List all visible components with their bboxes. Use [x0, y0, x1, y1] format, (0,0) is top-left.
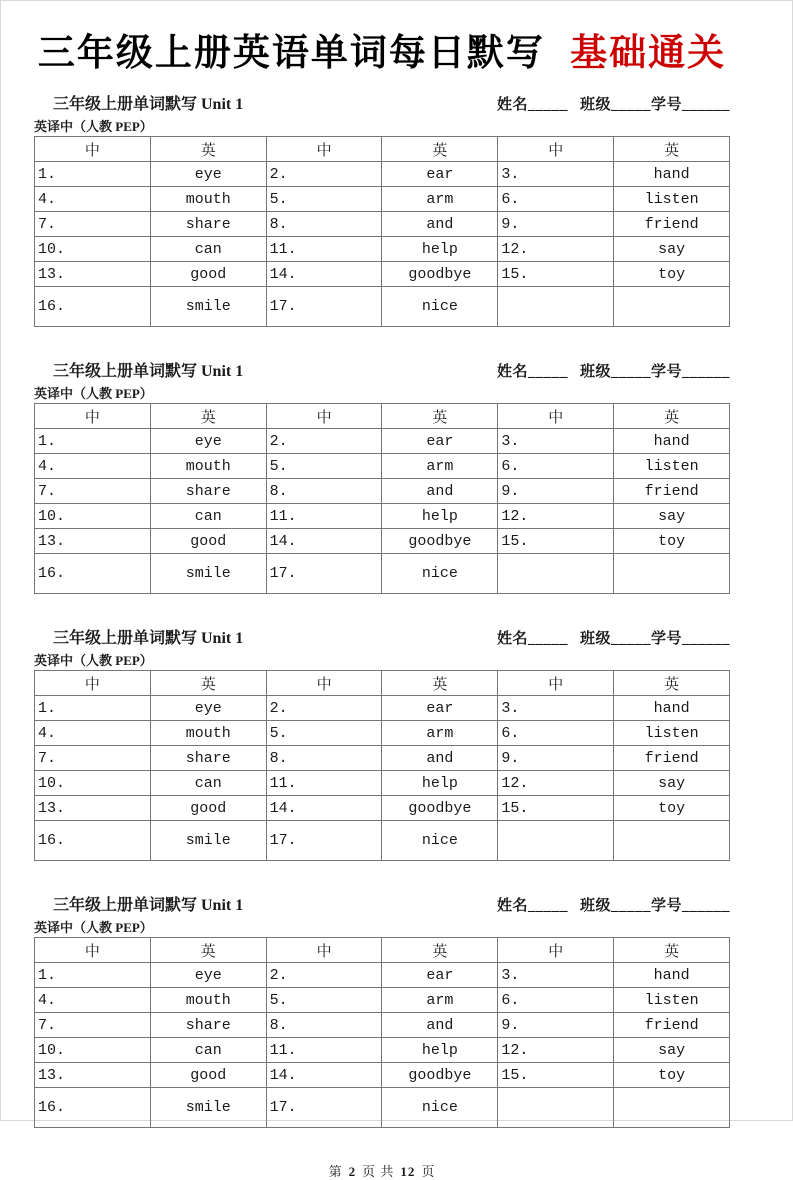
english-word-cell: ear: [382, 696, 498, 721]
number-cell: 11.: [266, 504, 382, 529]
english-word-cell: listen: [614, 187, 730, 212]
english-word-cell: friend: [614, 479, 730, 504]
name-label: 姓名: [496, 97, 528, 113]
section-heading: 三年级上册单词默写 Unit 1: [53, 363, 244, 380]
number-cell: 8.: [266, 746, 382, 771]
column-header: 英: [382, 404, 498, 429]
column-header: 中: [498, 137, 614, 162]
section-heading: 三年级上册单词默写 Unit 1: [53, 630, 244, 647]
english-word-cell: friend: [614, 746, 730, 771]
english-word-cell: mouth: [150, 454, 266, 479]
number-cell: 10.: [35, 1038, 151, 1063]
english-word-cell: eye: [150, 963, 266, 988]
number-cell: 13.: [35, 529, 151, 554]
student-id-label: 学号: [650, 97, 682, 113]
english-word-cell: friend: [614, 212, 730, 237]
english-word-cell: smile: [150, 554, 266, 594]
student-fields: [497, 94, 730, 117]
english-word-cell: help: [382, 1038, 498, 1063]
column-header: 中: [498, 938, 614, 963]
column-header: 英: [150, 404, 266, 429]
footer-middle: 页 共: [362, 1164, 395, 1179]
number-cell: 11.: [266, 1038, 382, 1063]
footer-total-pages: 12: [400, 1164, 416, 1179]
number-cell: 12.: [498, 1038, 614, 1063]
section-subtitle: 英译中（人教 PEP）: [34, 386, 153, 401]
student-fields: [497, 895, 730, 918]
number-cell: 7.: [35, 212, 151, 237]
table-header-row: [35, 137, 730, 162]
english-word-cell: can: [150, 237, 266, 262]
column-header: 英: [614, 137, 730, 162]
footer-prefix: 第: [328, 1164, 343, 1179]
number-cell: 8.: [266, 212, 382, 237]
column-header: 英: [382, 137, 498, 162]
english-word-cell: ear: [382, 162, 498, 187]
english-word-cell: say: [614, 771, 730, 796]
number-cell: 9.: [498, 212, 614, 237]
name-label: 姓名: [496, 364, 528, 380]
footer-current-page: 2: [348, 1164, 357, 1179]
section-heading: 三年级上册单词默写 Unit 1: [53, 96, 244, 113]
english-word-cell: share: [150, 212, 266, 237]
english-word-cell: toy: [614, 796, 730, 821]
number-cell: 2.: [266, 963, 382, 988]
number-cell: [498, 287, 614, 327]
english-word-cell: eye: [150, 696, 266, 721]
number-cell: 11.: [266, 237, 382, 262]
class-label: 班级: [579, 97, 611, 113]
number-cell: 3.: [498, 429, 614, 454]
section-header: [34, 627, 730, 651]
number-cell: 4.: [35, 988, 151, 1013]
number-cell: 8.: [266, 479, 382, 504]
name-blank-line: _____: [527, 631, 568, 647]
student-fields: [497, 361, 730, 384]
english-word-cell: and: [382, 212, 498, 237]
table-row: [35, 746, 730, 771]
english-word-cell: [614, 1088, 730, 1128]
number-cell: 16.: [35, 554, 151, 594]
class-label: 班级: [579, 631, 611, 647]
english-word-cell: and: [382, 746, 498, 771]
page-footer: [34, 1161, 730, 1180]
number-cell: 16.: [35, 821, 151, 861]
english-word-cell: ear: [382, 963, 498, 988]
number-cell: 17.: [266, 1088, 382, 1128]
english-word-cell: smile: [150, 821, 266, 861]
number-cell: 5.: [266, 454, 382, 479]
dictation-section: [34, 360, 730, 594]
class-label: 班级: [579, 898, 611, 914]
column-header: 中: [35, 137, 151, 162]
english-word-cell: listen: [614, 721, 730, 746]
number-cell: 16.: [35, 287, 151, 327]
name-blank-line: _____: [527, 97, 568, 113]
student-id-blank-line: ______: [682, 898, 730, 914]
sections-container: [34, 93, 730, 1128]
number-cell: 6.: [498, 988, 614, 1013]
table-row: [35, 287, 730, 327]
number-cell: 4.: [35, 454, 151, 479]
english-word-cell: listen: [614, 988, 730, 1013]
english-word-cell: nice: [382, 1088, 498, 1128]
english-word-cell: mouth: [150, 187, 266, 212]
english-word-cell: arm: [382, 187, 498, 212]
dictation-section: [34, 93, 730, 327]
english-word-cell: good: [150, 1063, 266, 1088]
student-id-label: 学号: [650, 364, 682, 380]
number-cell: 15.: [498, 1063, 614, 1088]
column-header: 英: [150, 137, 266, 162]
english-word-cell: and: [382, 1013, 498, 1038]
student-fields: [497, 628, 730, 651]
word-table: [34, 937, 730, 1128]
number-cell: 2.: [266, 162, 382, 187]
number-cell: 7.: [35, 1013, 151, 1038]
class-blank-line: _____: [610, 97, 651, 113]
column-header: 中: [266, 137, 382, 162]
english-word-cell: and: [382, 479, 498, 504]
number-cell: 1.: [35, 429, 151, 454]
number-cell: 12.: [498, 237, 614, 262]
english-word-cell: eye: [150, 429, 266, 454]
english-word-cell: arm: [382, 454, 498, 479]
english-word-cell: goodbye: [382, 262, 498, 287]
number-cell: 14.: [266, 262, 382, 287]
section-header: [34, 894, 730, 918]
number-cell: 2.: [266, 696, 382, 721]
english-word-cell: nice: [382, 554, 498, 594]
english-word-cell: ear: [382, 429, 498, 454]
table-row: [35, 771, 730, 796]
section-heading: 三年级上册单词默写 Unit 1: [53, 897, 244, 914]
table-row: [35, 162, 730, 187]
number-cell: 15.: [498, 529, 614, 554]
page-title-badge: 基础通关: [570, 33, 727, 74]
table-row: [35, 504, 730, 529]
table-row: [35, 1088, 730, 1128]
english-word-cell: can: [150, 1038, 266, 1063]
number-cell: 14.: [266, 529, 382, 554]
english-word-cell: goodbye: [382, 529, 498, 554]
table-row: [35, 529, 730, 554]
number-cell: 13.: [35, 796, 151, 821]
word-table: [34, 670, 730, 861]
english-word-cell: share: [150, 1013, 266, 1038]
number-cell: 10.: [35, 237, 151, 262]
section-subtitle: 英译中（人教 PEP）: [34, 920, 153, 935]
student-id-blank-line: ______: [682, 97, 730, 113]
table-row: [35, 454, 730, 479]
english-word-cell: toy: [614, 1063, 730, 1088]
english-word-cell: [614, 554, 730, 594]
number-cell: 9.: [498, 479, 614, 504]
class-label: 班级: [579, 364, 611, 380]
column-header: 中: [35, 404, 151, 429]
number-cell: 7.: [35, 479, 151, 504]
name-blank-line: _____: [527, 898, 568, 914]
number-cell: 15.: [498, 796, 614, 821]
english-word-cell: good: [150, 529, 266, 554]
number-cell: [498, 821, 614, 861]
column-header: 中: [266, 404, 382, 429]
number-cell: 6.: [498, 721, 614, 746]
english-word-cell: friend: [614, 1013, 730, 1038]
english-word-cell: arm: [382, 988, 498, 1013]
english-word-cell: say: [614, 1038, 730, 1063]
column-header: 中: [266, 938, 382, 963]
english-word-cell: hand: [614, 429, 730, 454]
class-blank-line: _____: [610, 364, 651, 380]
name-label: 姓名: [496, 898, 528, 914]
table-row: [35, 1038, 730, 1063]
column-header: 英: [382, 671, 498, 696]
number-cell: 5.: [266, 187, 382, 212]
class-blank-line: _____: [610, 898, 651, 914]
class-blank-line: _____: [610, 631, 651, 647]
column-header: 英: [614, 671, 730, 696]
number-cell: 9.: [498, 1013, 614, 1038]
table-row: [35, 237, 730, 262]
table-header-row: [35, 671, 730, 696]
english-word-cell: say: [614, 504, 730, 529]
table-row: [35, 1063, 730, 1088]
number-cell: 5.: [266, 988, 382, 1013]
english-word-cell: goodbye: [382, 1063, 498, 1088]
number-cell: 17.: [266, 821, 382, 861]
number-cell: 14.: [266, 796, 382, 821]
table-row: [35, 1013, 730, 1038]
table-row: [35, 721, 730, 746]
english-word-cell: eye: [150, 162, 266, 187]
number-cell: 15.: [498, 262, 614, 287]
page-title: [34, 0, 730, 76]
table-row: [35, 821, 730, 861]
number-cell: 3.: [498, 696, 614, 721]
english-word-cell: toy: [614, 262, 730, 287]
english-word-cell: can: [150, 771, 266, 796]
number-cell: 9.: [498, 746, 614, 771]
english-word-cell: nice: [382, 287, 498, 327]
english-word-cell: listen: [614, 454, 730, 479]
column-header: 中: [35, 671, 151, 696]
number-cell: 17.: [266, 554, 382, 594]
number-cell: 10.: [35, 771, 151, 796]
column-header: 英: [382, 938, 498, 963]
english-word-cell: smile: [150, 287, 266, 327]
section-header: [34, 93, 730, 117]
column-header: 英: [150, 938, 266, 963]
number-cell: 13.: [35, 262, 151, 287]
number-cell: 2.: [266, 429, 382, 454]
english-word-cell: help: [382, 504, 498, 529]
table-row: [35, 988, 730, 1013]
number-cell: 6.: [498, 454, 614, 479]
number-cell: 8.: [266, 1013, 382, 1038]
english-word-cell: say: [614, 237, 730, 262]
number-cell: [498, 554, 614, 594]
number-cell: 4.: [35, 187, 151, 212]
table-header-row: [35, 938, 730, 963]
table-header-row: [35, 404, 730, 429]
number-cell: 4.: [35, 721, 151, 746]
dictation-section: [34, 627, 730, 861]
english-word-cell: good: [150, 262, 266, 287]
number-cell: 5.: [266, 721, 382, 746]
name-blank-line: _____: [527, 364, 568, 380]
number-cell: 10.: [35, 504, 151, 529]
english-word-cell: good: [150, 796, 266, 821]
section-subtitle: 英译中（人教 PEP）: [34, 653, 153, 668]
english-word-cell: hand: [614, 963, 730, 988]
column-header: 中: [498, 671, 614, 696]
english-word-cell: toy: [614, 529, 730, 554]
number-cell: 16.: [35, 1088, 151, 1128]
column-header: 中: [35, 938, 151, 963]
english-word-cell: mouth: [150, 988, 266, 1013]
english-word-cell: hand: [614, 162, 730, 187]
number-cell: 14.: [266, 1063, 382, 1088]
table-row: [35, 479, 730, 504]
english-word-cell: can: [150, 504, 266, 529]
number-cell: 12.: [498, 504, 614, 529]
number-cell: 12.: [498, 771, 614, 796]
dictation-section: [34, 894, 730, 1128]
number-cell: 17.: [266, 287, 382, 327]
column-header: 中: [498, 404, 614, 429]
english-word-cell: goodbye: [382, 796, 498, 821]
english-word-cell: share: [150, 746, 266, 771]
english-word-cell: share: [150, 479, 266, 504]
name-label: 姓名: [496, 631, 528, 647]
table-row: [35, 963, 730, 988]
student-id-label: 学号: [650, 898, 682, 914]
section-subtitle: 英译中（人教 PEP）: [34, 119, 153, 134]
english-word-cell: hand: [614, 696, 730, 721]
number-cell: 3.: [498, 162, 614, 187]
column-header: 英: [150, 671, 266, 696]
number-cell: 6.: [498, 187, 614, 212]
column-header: 英: [614, 938, 730, 963]
table-row: [35, 262, 730, 287]
number-cell: 1.: [35, 963, 151, 988]
word-table: [34, 136, 730, 327]
student-id-label: 学号: [650, 631, 682, 647]
table-row: [35, 796, 730, 821]
number-cell: 7.: [35, 746, 151, 771]
word-table: [34, 403, 730, 594]
number-cell: 1.: [35, 696, 151, 721]
column-header: 英: [614, 404, 730, 429]
english-word-cell: [614, 821, 730, 861]
table-row: [35, 212, 730, 237]
number-cell: 1.: [35, 162, 151, 187]
table-row: [35, 554, 730, 594]
footer-suffix: 页: [421, 1164, 436, 1179]
english-word-cell: smile: [150, 1088, 266, 1128]
english-word-cell: nice: [382, 821, 498, 861]
number-cell: 11.: [266, 771, 382, 796]
number-cell: 13.: [35, 1063, 151, 1088]
table-row: [35, 187, 730, 212]
page-title-main: 三年级上册英语单词每日默写: [37, 33, 545, 74]
english-word-cell: help: [382, 771, 498, 796]
section-header: [34, 360, 730, 384]
column-header: 中: [266, 671, 382, 696]
student-id-blank-line: ______: [682, 631, 730, 647]
table-row: [35, 429, 730, 454]
student-id-blank-line: ______: [682, 364, 730, 380]
english-word-cell: arm: [382, 721, 498, 746]
english-word-cell: [614, 287, 730, 327]
table-row: [35, 696, 730, 721]
number-cell: [498, 1088, 614, 1128]
number-cell: 3.: [498, 963, 614, 988]
english-word-cell: mouth: [150, 721, 266, 746]
english-word-cell: help: [382, 237, 498, 262]
